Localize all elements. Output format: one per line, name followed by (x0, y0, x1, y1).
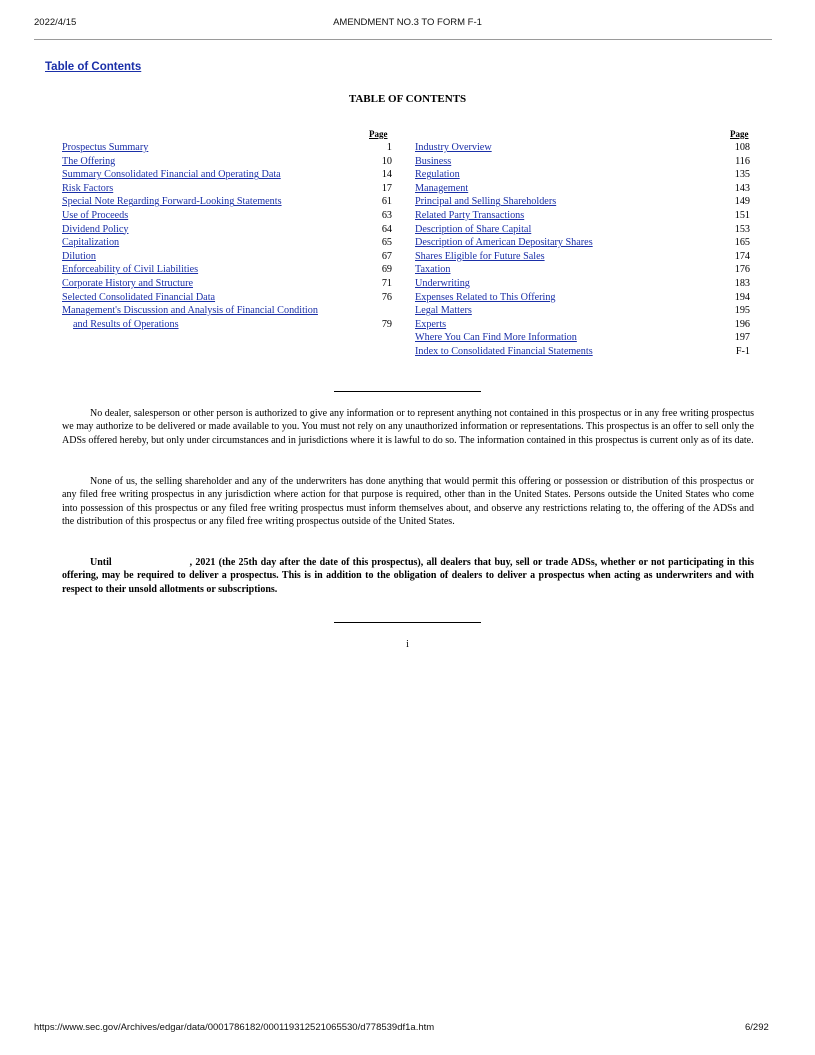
toc-entry (62, 155, 392, 169)
toc-entry-link[interactable]: Industry Overview (415, 142, 492, 153)
toc-entry-page: 64 (381, 223, 392, 235)
toc-entry-page: 194 (734, 291, 750, 303)
toc-entry-link[interactable]: Management (415, 182, 469, 194)
toc-entry (415, 195, 750, 209)
toc-entry-page: 176 (734, 264, 750, 276)
page-column-label-left: Page (369, 129, 388, 139)
toc-entry-link[interactable]: Underwriting (415, 277, 470, 289)
toc-entry (62, 291, 392, 305)
toc-entry (415, 141, 750, 155)
toc-entry-page: 165 (734, 237, 750, 249)
toc-entry (415, 182, 750, 196)
toc-entry (415, 318, 750, 332)
toc-entry (415, 209, 750, 223)
toc-entry-page: 1 (386, 142, 392, 153)
toc-entry-link[interactable]: Description of American Depositary Shares (415, 237, 593, 249)
toc-entry-page: 151 (734, 209, 750, 221)
header-title: AMENDMENT NO.3 TO FORM F-1 (333, 17, 482, 28)
dealer-notice-rest: , 2021 (the 25th day after the date of this prospectus), all dealers that buy, sell or trade ADSs, whether or not participating in this offering, may be required to deliver a prospectus. This is in addition to the obligation of dealers to deliver a prospectus when acting as underwriters and with respect to their unsold allotments or subscriptions. (62, 557, 754, 595)
dealer-notice-start: Until (90, 557, 112, 568)
toc-entry-page: 79 (381, 318, 392, 330)
footer-page-count: 6/292 (745, 1022, 769, 1033)
toc-entry-link[interactable]: and Results of Operations (73, 318, 179, 330)
toc-entry-link[interactable]: Summary Consolidated Financial and Operating Data (62, 169, 281, 181)
toc-entry-page: 153 (734, 223, 750, 235)
toc-entry-page: 10 (381, 155, 392, 167)
toc-entry (415, 250, 750, 264)
toc-entry (62, 141, 392, 155)
toc-entry-page: 61 (381, 196, 392, 208)
toc-entry-link[interactable]: Shares Eligible for Future Sales (415, 250, 545, 262)
toc-entry-link[interactable]: Where You Can Find More Information (415, 332, 577, 344)
toc-entry-page: 183 (734, 277, 750, 289)
toc-entry-link[interactable]: Experts (415, 318, 447, 330)
toc-entry-page: 65 (381, 237, 392, 249)
toc-entry-page: 76 (381, 291, 392, 303)
toc-entry-page: 196 (734, 318, 750, 330)
page-number-roman: i (406, 639, 409, 650)
header-date: 2022/4/15 (34, 17, 77, 28)
toc-entry-link[interactable]: Corporate History and Structure (62, 277, 193, 289)
toc-entry-link[interactable]: Enforceability of Civil Liabilities (62, 264, 199, 276)
toc-entry-page: 67 (381, 250, 392, 262)
toc-entry-link[interactable]: Regulation (415, 169, 460, 181)
section-divider (334, 391, 481, 392)
toc-entry-page: 197 (734, 332, 750, 344)
toc-entry (62, 195, 392, 209)
toc-entry-page: 71 (381, 277, 392, 289)
toc-entry (415, 304, 750, 318)
toc-entry (62, 209, 392, 223)
toc-entry (62, 223, 392, 237)
toc-entry-link[interactable]: Management's Discussion and Analysis of Financial Condition (62, 305, 318, 317)
toc-entry-page: 116 (735, 155, 750, 167)
toc-entry-link[interactable]: Risk Factors (62, 182, 114, 194)
toc-entry (415, 263, 750, 277)
toc-entry-link[interactable]: Business (415, 155, 452, 167)
toc-entry-page: F-1 (735, 345, 750, 357)
footer-url: https://www.sec.gov/Archives/edgar/data/0001786182/000119312521065530/d778539df1a.htm (34, 1022, 435, 1033)
section-divider (334, 622, 481, 623)
toc-entry (62, 304, 392, 318)
toc-entry-link[interactable]: Dividend Policy (62, 223, 129, 235)
toc-entry-page: 69 (381, 264, 392, 276)
toc-entry-link[interactable]: Index to Consolidated Financial Statements (415, 345, 593, 357)
toc-entry-link[interactable]: Taxation (415, 264, 451, 276)
toc-entry-link[interactable]: Dilution (62, 250, 96, 262)
toc-entry (62, 236, 392, 250)
toc-entry (62, 263, 392, 277)
toc-right-column (415, 141, 750, 359)
toc-entry (62, 318, 392, 332)
table-of-contents-link[interactable]: Table of Contents (45, 61, 142, 73)
page-title: TABLE OF CONTENTS (348, 93, 467, 105)
toc-entry (62, 277, 392, 291)
toc-entry-page: 149 (734, 196, 750, 208)
toc-entry-page: 143 (734, 182, 750, 194)
toc-entry (62, 168, 392, 182)
toc-entry (62, 182, 392, 196)
toc-entry-link[interactable]: Capitalization (62, 237, 120, 249)
page-column-label-right: Page (730, 129, 749, 139)
toc-entry-page: 63 (381, 209, 392, 221)
toc-left-column (62, 141, 392, 331)
toc-entry-page: 174 (734, 250, 750, 262)
distribution-paragraph: None of us, the selling shareholder and any of the underwriters has done anything that would permit this offering or possession or distribution of this prospectus or any filed free writing prospectus in any jurisdiction where action for that purpose is required, other than in the United States. Persons outside the United States who come into possession of this prospectus or any filed free writing prospectus must inform themselves about, and observe any restrictions relating to, the offering of the ADSs and the distribution of this prospectus or any filed free writing prospectus outside of the United States. (62, 476, 754, 527)
toc-entry (62, 250, 392, 264)
toc-entry-link[interactable]: Legal Matters (415, 305, 472, 317)
toc-entry-link[interactable]: Special Note Regarding Forward-Looking Statements (62, 196, 282, 208)
toc-entry (415, 223, 750, 237)
toc-entry-link[interactable]: Prospectus Summary (62, 142, 149, 153)
toc-entry (415, 345, 750, 359)
toc-entry (415, 331, 750, 345)
toc-entry-page: 195 (734, 305, 750, 317)
toc-entry-link[interactable]: Related Party Transactions (415, 209, 525, 221)
toc-entry-link[interactable]: Principal and Selling Shareholders (415, 196, 557, 208)
toc-entry-page: 14 (381, 169, 392, 181)
toc-entry-page: 108 (734, 142, 750, 153)
toc-entry (415, 155, 750, 169)
toc-entry (415, 291, 750, 305)
toc-entry-page: 17 (381, 182, 392, 194)
toc-entry-page: 135 (734, 169, 750, 181)
toc-entry (415, 236, 750, 250)
toc-entry-link[interactable]: Description of Share Capital (415, 223, 532, 235)
toc-entry (415, 277, 750, 291)
toc-entry (415, 168, 750, 182)
header-divider (34, 39, 772, 40)
toc-entry-link[interactable]: Selected Consolidated Financial Data (62, 291, 216, 303)
toc-entry-link[interactable]: Expenses Related to This Offering (415, 291, 556, 303)
disclaimer-paragraph: No dealer, salesperson or other person is authorized to give any information or to represent anything not contained in this prospectus or in any free writing prospectus we may authorize to be delivered or made available to you. You must not rely on any unauthorized information or representations. This prospectus is an offer to sell only the ADSs offered hereby, but only under circumstances and in jurisdictions where it is lawful to do so. The information contained in this prospectus is current only as of its date. (62, 408, 754, 446)
toc-entry-link[interactable]: Use of Proceeds (62, 209, 129, 221)
dealer-notice-paragraph (62, 556, 754, 596)
toc-entry-link[interactable]: The Offering (62, 155, 116, 167)
